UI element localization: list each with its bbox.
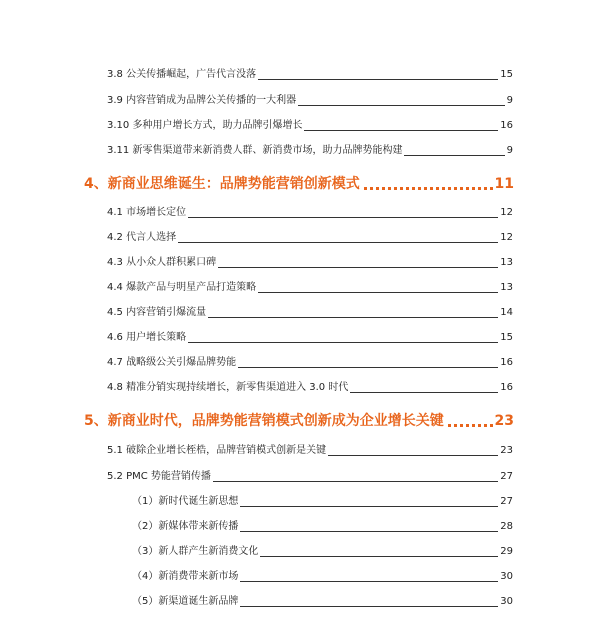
leader-line xyxy=(240,605,498,607)
toc-entry-page: 9 xyxy=(506,145,513,156)
toc-entry-page: 27 xyxy=(500,496,513,507)
toc-entry-title: 4.8 精准分销实现持续增长，新零售渠道进入 3.0 时代 xyxy=(107,382,349,393)
toc-entry-page: 14 xyxy=(500,307,513,318)
leader-line xyxy=(298,104,505,106)
toc-entry-page: 13 xyxy=(500,282,513,293)
toc-entry[interactable] xyxy=(107,306,513,320)
toc-entry-title: （3）新人群产生新消费文化 xyxy=(132,546,259,557)
toc-entry[interactable] xyxy=(132,545,513,559)
toc-chapter-page: 23 xyxy=(494,413,514,429)
toc-entry-page: 15 xyxy=(500,332,513,343)
leader-line xyxy=(304,129,498,131)
leader-line xyxy=(258,78,498,80)
leader-line xyxy=(350,391,498,393)
toc-entry-page: 12 xyxy=(500,207,513,218)
leader-line xyxy=(240,580,498,582)
toc-entry[interactable] xyxy=(107,444,513,458)
toc-entry-title: 4.1 市场增长定位 xyxy=(107,207,187,218)
toc-entry-page: 16 xyxy=(500,382,513,393)
leader-dots xyxy=(364,184,493,190)
toc-entry-page: 28 xyxy=(500,521,513,532)
toc-entry-page: 13 xyxy=(500,257,513,268)
toc-chapter-page: 11 xyxy=(494,176,514,192)
leader-dots xyxy=(448,421,493,427)
toc-entry-title: 5.1 破除企业增长桎梏，品牌营销模式创新是关键 xyxy=(107,445,327,456)
leader-line xyxy=(188,216,498,218)
toc-entry[interactable] xyxy=(107,144,513,158)
toc-entry-title: （5）新渠道诞生新品牌 xyxy=(132,596,239,607)
toc-entry[interactable] xyxy=(107,231,513,245)
toc-entry-title: （2）新媒体带来新传播 xyxy=(132,521,239,532)
toc-entry[interactable] xyxy=(132,595,513,609)
toc-entry-page: 16 xyxy=(500,357,513,368)
leader-line xyxy=(328,454,498,456)
toc-entry-title: 3.11 新零售渠道带来新消费人群、新消费市场，助力品牌势能构建 xyxy=(107,145,403,156)
leader-line xyxy=(218,266,498,268)
toc-entry[interactable] xyxy=(107,331,513,345)
toc-entry[interactable] xyxy=(107,94,513,108)
toc-entry-title: 4.6 用户增长策略 xyxy=(107,332,187,343)
toc-entry-page: 12 xyxy=(500,232,513,243)
toc-entry-page: 15 xyxy=(500,69,513,80)
toc-entry[interactable] xyxy=(107,68,513,82)
toc-entry[interactable] xyxy=(107,470,513,484)
toc-entry[interactable] xyxy=(107,206,513,220)
toc-entry-page: 23 xyxy=(500,445,513,456)
toc-entry[interactable] xyxy=(132,570,513,584)
leader-line xyxy=(240,530,498,532)
toc-entry[interactable] xyxy=(107,356,513,370)
leader-line xyxy=(208,316,498,318)
toc-entry[interactable] xyxy=(132,520,513,534)
toc-chapter-entry[interactable] xyxy=(84,174,514,194)
toc-entry-title: 5.2 PMC 势能营销传播 xyxy=(107,471,211,482)
toc-chapter-title: 4、新商业思维诞生：品牌势能营销创新模式 xyxy=(84,176,360,192)
toc-entry-page: 16 xyxy=(500,120,513,131)
toc-chapter-title: 5、新商业时代，品牌势能营销模式创新成为企业增长关键 xyxy=(84,413,444,429)
toc-entry[interactable] xyxy=(107,281,513,295)
toc-entry-title: 3.10 多种用户增长方式，助力品牌引爆增长 xyxy=(107,120,303,131)
toc-entry-page: 27 xyxy=(500,471,513,482)
toc-entry[interactable] xyxy=(107,381,513,395)
toc-entry-title: 4.2 代言人选择 xyxy=(107,232,177,243)
toc-entry-title: 4.7 战略级公关引爆品牌势能 xyxy=(107,357,237,368)
leader-line xyxy=(260,555,498,557)
leader-line xyxy=(258,291,498,293)
toc-entry-title: 3.9 内容营销成为品牌公关传播的一大利器 xyxy=(107,95,297,106)
leader-line xyxy=(213,480,498,482)
toc-entry-page: 30 xyxy=(500,571,513,582)
toc-entry-title: （1）新时代诞生新思想 xyxy=(132,496,239,507)
leader-line xyxy=(188,341,498,343)
toc-entry-title: 4.4 爆款产品与明星产品打造策略 xyxy=(107,282,257,293)
toc-entry-title: 4.5 内容营销引爆流量 xyxy=(107,307,207,318)
toc-entry-title: 3.8 公关传播崛起，广告代言没落 xyxy=(107,69,257,80)
toc-chapter-entry[interactable] xyxy=(84,411,514,431)
leader-line xyxy=(178,241,498,243)
toc-entry-title: （4）新消费带来新市场 xyxy=(132,571,239,582)
toc-entry[interactable] xyxy=(107,119,513,133)
toc-entry-title: 4.3 从小众人群积累口碑 xyxy=(107,257,217,268)
leader-line xyxy=(240,505,498,507)
toc-entry-page: 29 xyxy=(500,546,513,557)
toc-entry[interactable] xyxy=(107,256,513,270)
toc-entry[interactable] xyxy=(132,495,513,509)
toc-entry-page: 9 xyxy=(506,95,513,106)
leader-line xyxy=(404,154,504,156)
toc-entry-page: 30 xyxy=(500,596,513,607)
leader-line xyxy=(238,366,498,368)
